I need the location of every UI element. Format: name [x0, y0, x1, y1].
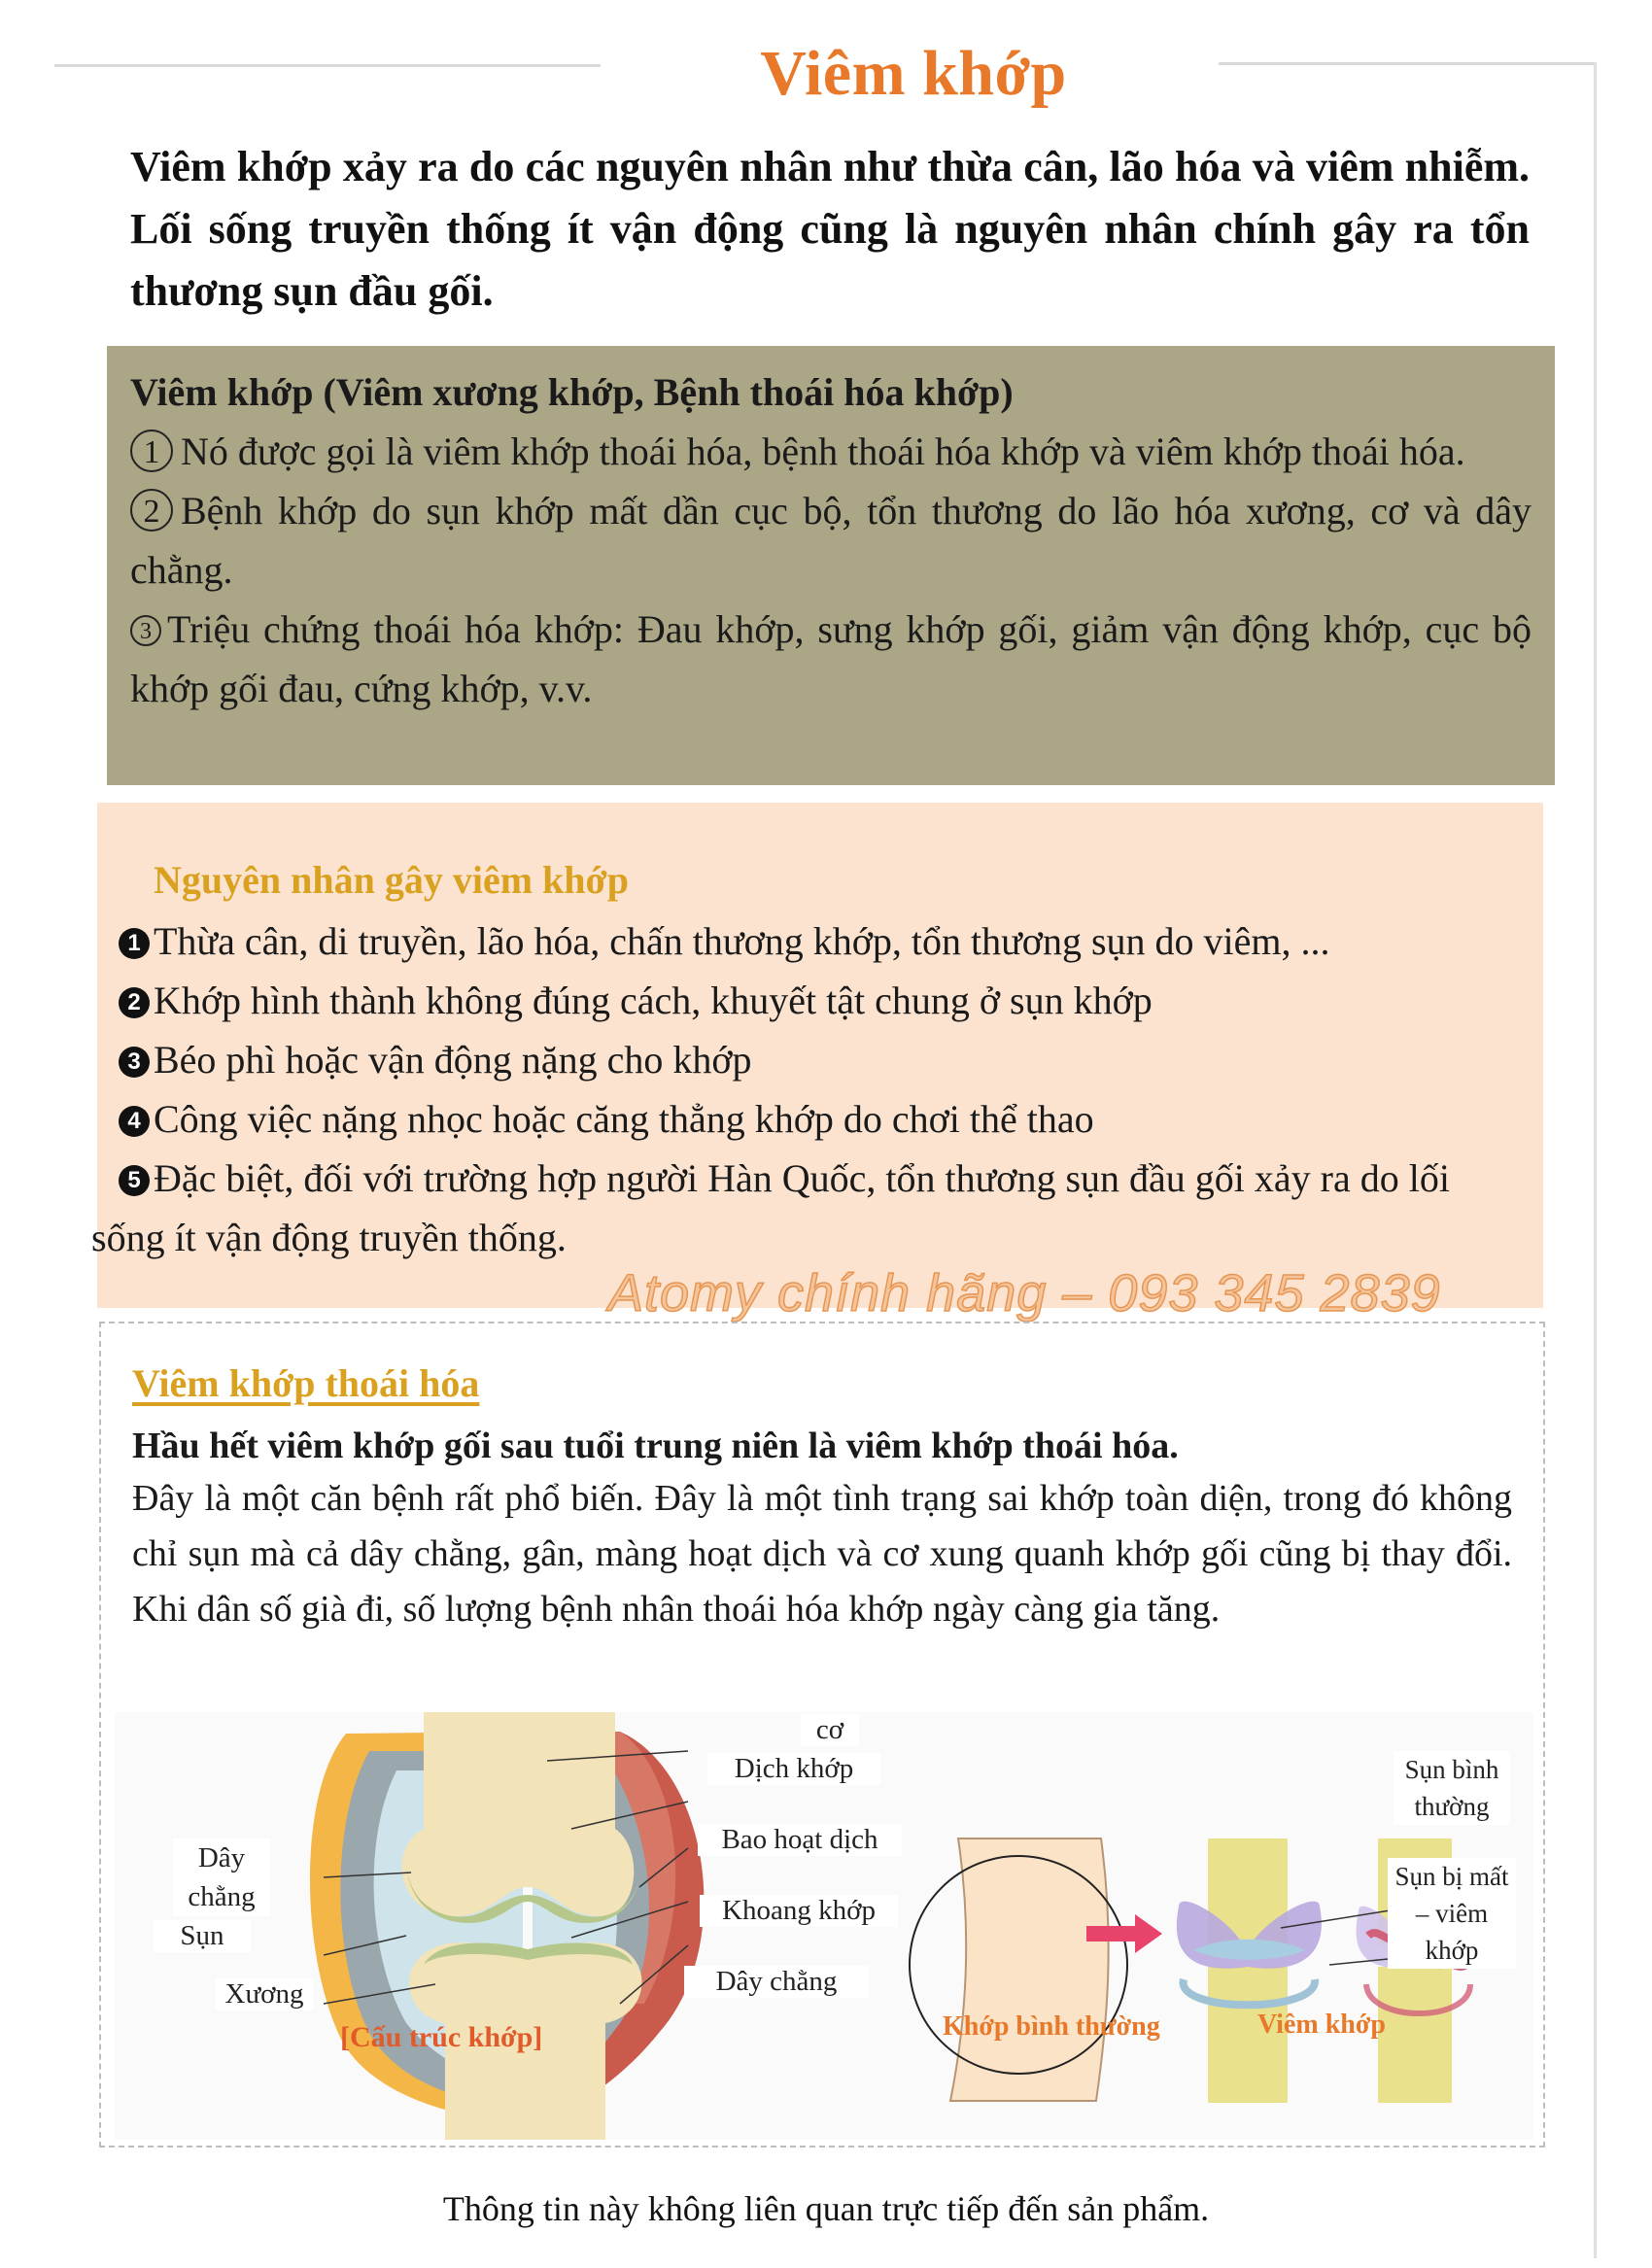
cause-item: [119, 1030, 1543, 1089]
definition-item-text: Nó được gọi là viêm khớp thoái hóa, bệnh thoái hóa khớp và viêm khớp thoái hóa.: [181, 430, 1465, 473]
number-bullet-icon: 1: [119, 928, 150, 959]
cause-item: [119, 911, 1543, 971]
circled-number-icon: 1: [130, 430, 173, 472]
number-bullet-icon: 5: [119, 1165, 150, 1196]
cause-item: [119, 971, 1543, 1030]
definition-heading: Viêm khớp (Viêm xương khớp, Bệnh thoái hóa khớp): [130, 370, 1014, 414]
label-cartilage: Sụn: [154, 1920, 251, 1952]
right-border-line: [1594, 62, 1597, 2258]
normal-joint-illustration: [1177, 1838, 1322, 2103]
normal-joint-caption: Khớp bình thường: [943, 2011, 1160, 2042]
joint-structure-caption: [Cấu trúc khớp]: [340, 2021, 543, 2053]
joint-illustration-area: [115, 1712, 1533, 2140]
definition-item-text: Bệnh khớp do sụn khớp mất dần cục bộ, tổn thương do lão hóa xương, cơ và dây chằng.: [130, 489, 1532, 592]
label-synovial-sac: Bao hoạt dịch: [698, 1824, 902, 1856]
definition-box: [107, 346, 1555, 785]
label-ligament-left: Dây chằng: [173, 1838, 270, 1916]
page-title: Viêm khớp: [760, 38, 1067, 109]
definition-item: [130, 481, 1532, 600]
degenerative-box: [99, 1322, 1545, 2148]
cause-item: [119, 1089, 1543, 1149]
seller-watermark: Atomy chính hãng – 093 345 2839: [608, 1264, 1441, 1323]
circled-number-icon: 2: [130, 489, 173, 532]
label-lost-cartilage: Sụn bị mất – viêm khớp: [1388, 1858, 1516, 1969]
label-ligament-right: Dây chằng: [684, 1966, 869, 1998]
number-bullet-icon: 3: [119, 1047, 150, 1078]
definition-item-text: Triệu chứng thoái hóa khớp: Đau khớp, sưng khớp gối, giảm vận động khớp, cục bộ khớp gối đau, cứng khớp, v.v.: [130, 607, 1532, 710]
cause-item: [91, 1149, 1543, 1267]
disclaimer-footer: Thông tin này không liên quan trực tiếp đến sản phẩm.: [442, 2189, 1210, 2228]
label-joint-space: Khoang khớp: [700, 1895, 898, 1927]
circled-number-icon: 3: [130, 615, 161, 646]
cause-item-text: Khớp hình thành không đúng cách, khuyết tật chung ở sụn khớp: [154, 979, 1153, 1022]
arthritis-caption: Viêm khớp: [1257, 2010, 1386, 2040]
degenerative-subheading: Hầu hết viêm khớp gối sau tuổi trung niên là viêm khớp thoái hóa.: [132, 1426, 1179, 1466]
cause-item-text: Béo phì hoặc vận động nặng cho khớp: [154, 1038, 752, 1082]
cause-item-text: Đặc biệt, đối với trường hợp người Hàn Quốc, tổn thương sụn đầu gối xảy ra do lối sống ít vận động truyền thống.: [91, 1156, 1450, 1259]
number-bullet-icon: 2: [119, 987, 150, 1018]
number-bullet-icon: 4: [119, 1106, 150, 1137]
degenerative-heading: Viêm khớp thoái hóa: [132, 1361, 480, 1405]
label-normal-cartilage: Sụn bình thường: [1394, 1751, 1510, 1825]
causes-box: [91, 803, 1543, 1308]
definition-item: [130, 600, 1532, 718]
degenerative-paragraph: Đây là một căn bệnh rất phổ biến. Đây là một tình trạng sai khớp toàn diện, trong đó không chỉ sụn mà cả dây chằng, gân, màng hoạt dịch và cơ xung quanh khớp gối cũng bị thay đổi. Khi dân số già đi, số lượng bệnh nhân thoái hóa khớp ngày càng gia tăng.: [132, 1478, 1512, 1630]
intro-paragraph: Viêm khớp xảy ra do các nguyên nhân như thừa cân, lão hóa và viêm nhiễm. Lối sống truyền thống ít vận động cũng là nguyên nhân chính gây ra tổn thương sụn đầu gối.: [130, 143, 1530, 315]
cause-item-text: Công việc nặng nhọc hoặc căng thẳng khớp do chơi thể thao: [154, 1097, 1094, 1141]
causes-heading: Nguyên nhân gây viêm khớp: [154, 858, 629, 902]
label-muscle: cơ: [801, 1714, 859, 1746]
definition-item: [130, 422, 1532, 481]
cause-item-text: Thừa cân, di truyền, lão hóa, chấn thương khớp, tổn thương sụn do viêm, ...: [154, 919, 1330, 963]
label-synovial-fluid: Dịch khớp: [707, 1753, 880, 1785]
label-bone: Xương: [216, 1978, 313, 2010]
